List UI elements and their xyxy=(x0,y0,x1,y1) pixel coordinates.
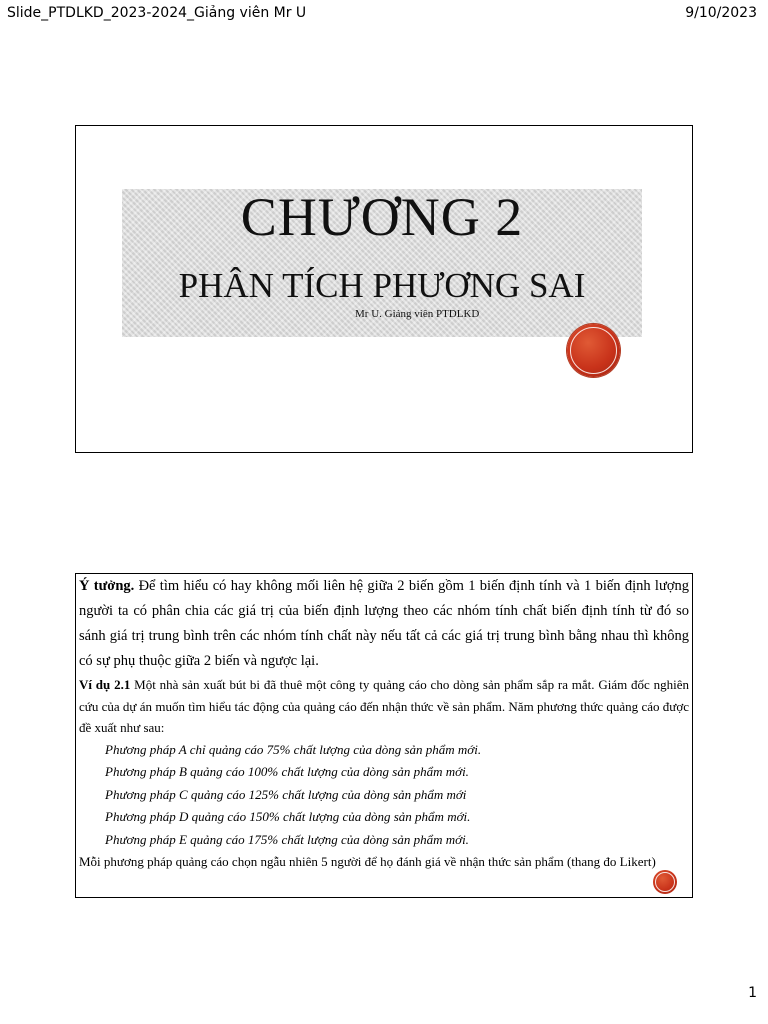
idea-label: Ý tưởng. xyxy=(79,578,135,594)
example-paragraph xyxy=(79,674,689,739)
slide-content xyxy=(79,574,689,873)
method-item: Phương pháp B quảng cáo 100% chất lượng của dòng sản phẩm mới. xyxy=(105,764,469,779)
decorative-circle-icon xyxy=(653,870,677,894)
chapter-title: CHƯƠNG 2 xyxy=(240,187,524,247)
method-item: Phương pháp E quảng cáo 175% chất lượng của dòng sản phẩm mới. xyxy=(105,831,469,847)
document-header-title: Slide_PTDLKD_2023-2024_Giảng viên Mr U xyxy=(7,5,307,21)
example-label: Ví dụ 2.1 xyxy=(79,677,131,692)
slide-1 xyxy=(75,125,693,453)
method-item: Phương pháp A chỉ quảng cáo 75% chất lượng của dòng sản phẩm mới. xyxy=(105,741,482,757)
method-item: Phương pháp C quảng cáo 125% chất lượng của dòng sản phẩm mới xyxy=(105,786,467,802)
idea-text: Để tìm hiểu có hay không mối liên hệ giữa 2 biến gồm 1 biến định tính và 1 biến định lượng người ta có phân chia các giá trị của biến định lượng theo các nhóm tính chất biến định tính từ đó so sánh giá trị trung bình trên các nhóm tính chất này nếu tất cả các giá trị trung bình bằng nhau thì không có sự phụ thuộc giữa 2 biến và ngược lại. xyxy=(79,578,689,669)
author-line: Mr U. Giảng viên PTDLKD xyxy=(355,308,480,320)
method-item: Phương pháp D quảng cáo 150% chất lượng của dòng sản phẩm mới. xyxy=(105,809,471,824)
page-number: 1 xyxy=(748,985,757,1001)
title-band xyxy=(122,189,642,337)
example-text: Một nhà sản xuất bút bi đã thuê một công ty quảng cáo cho dòng sản phẩm sắp ra mắt. Giám đốc nghiên cứu của dự án muốn tìm hiểu tác động của quảng cáo đến nhận thức về sản phẩm. Năm phương thức quảng cáo được đề xuất như sau: xyxy=(79,677,689,735)
decorative-circle-icon xyxy=(567,324,620,377)
closing-paragraph: Mỗi phương pháp quảng cáo chọn ngẫu nhiên 5 người để họ đánh giá về nhận thức sản phẩm (thang đo Likert) xyxy=(79,854,656,869)
chapter-subtitle: PHÂN TÍCH PHƯƠNG SAI xyxy=(178,266,586,305)
idea-paragraph xyxy=(79,574,689,674)
document-header-date: 9/10/2023 xyxy=(685,5,757,21)
slide-2 xyxy=(75,573,693,898)
